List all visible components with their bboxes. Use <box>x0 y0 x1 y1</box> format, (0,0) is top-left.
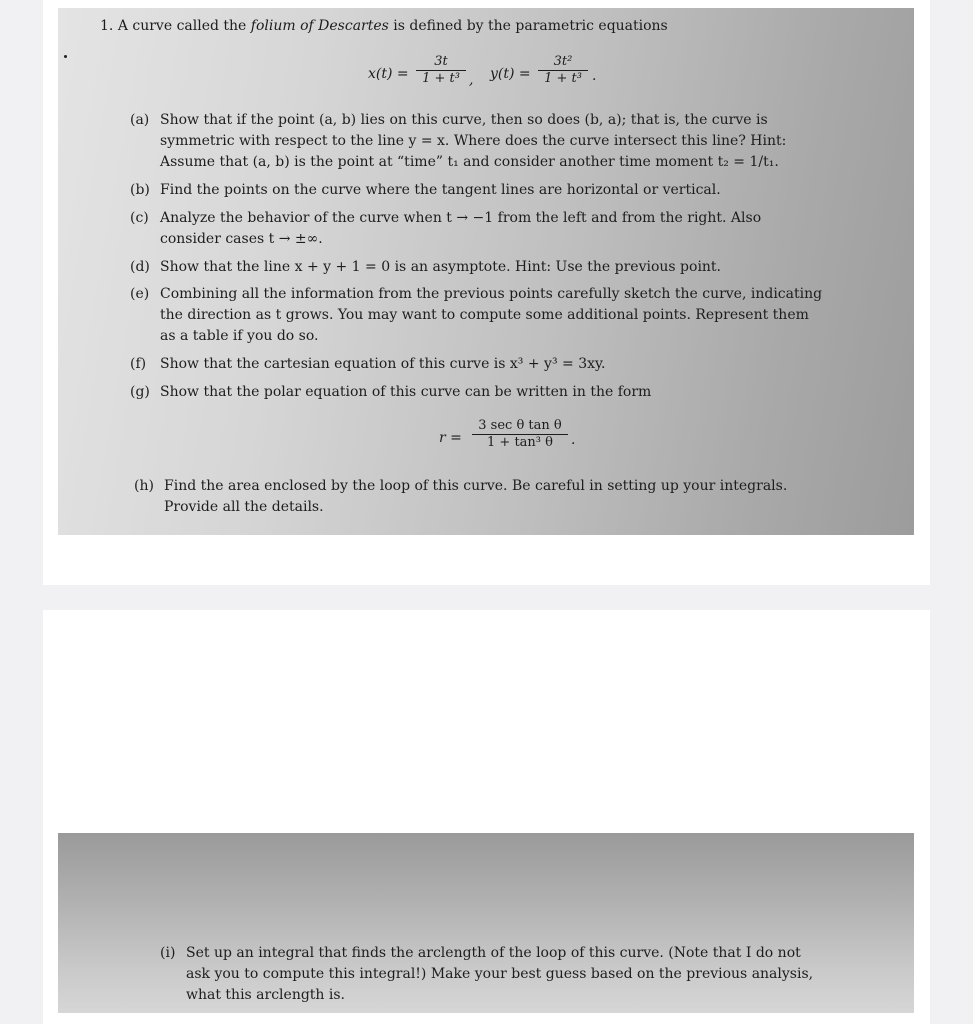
part-g-label: (g) <box>130 384 150 400</box>
part-c-label: (c) <box>130 210 149 226</box>
x-numerator: 3t <box>434 54 448 69</box>
problem-intro <box>100 16 668 37</box>
part-a-label: (a) <box>130 112 150 128</box>
intro-text-before: A curve called the <box>117 18 247 34</box>
part-h-line-1: Find the area enclosed by the loop of this curve. Be careful in setting up your integrals. <box>164 478 788 494</box>
polar-numerator: 3 sec θ tan θ <box>478 418 562 433</box>
problem-photo-top <box>58 8 914 535</box>
problem-photo-bottom <box>58 833 914 1013</box>
part-h-line-2: Provide all the details. <box>164 499 324 515</box>
equation-separator: , <box>469 72 474 88</box>
x-lhs: x(t) = <box>368 66 409 82</box>
part-d-line-1: Show that the line x + y + 1 = 0 is an asymptote. Hint: Use the previous point. <box>160 259 722 275</box>
part-e-line-3: as a table if you do so. <box>160 328 319 344</box>
part-a-line-2: symmetric with respect to the line y = x. Where does the curve intersect this line? Hint: <box>160 133 787 149</box>
y-denominator: 1 + t³ <box>544 71 582 86</box>
y-lhs: y(t) = <box>490 66 531 82</box>
polar-lhs: r = <box>439 430 462 446</box>
part-i-line-1: Set up an integral that finds the arclength of the loop of this curve. (Note that I do not <box>186 945 801 961</box>
intro-text-after: is defined by the parametric equations <box>393 18 668 34</box>
part-b-line-1: Find the points on the curve where the tangent lines are horizontal or vertical. <box>160 182 721 198</box>
part-b-label: (b) <box>130 182 150 198</box>
polar-fraction <box>472 418 568 451</box>
part-f-line-1: Show that the cartesian equation of this curve is x³ + y³ = 3xy. <box>160 356 606 372</box>
part-a-line-1: Show that if the point (a, b) lies on this curve, then so does (b, a); that is, the curve is <box>160 112 768 128</box>
part-d-label: (d) <box>130 259 150 275</box>
part-e-label: (e) <box>130 286 150 302</box>
part-e-line-1: Combining all the information from the previous points carefully sketch the curve, indicating <box>160 286 823 302</box>
equation-end: . <box>592 68 597 84</box>
y-numerator: 3t² <box>553 54 573 69</box>
part-a-line-3: Assume that (a, b) is the point at “time” t₁ and consider another time moment t₂ = 1/t₁. <box>160 154 779 170</box>
y-fraction <box>538 54 588 87</box>
part-c-line-2: consider cases t → ±∞. <box>160 231 323 247</box>
part-e-line-2: the direction as t grows. You may want to compute some additional points. Represent them <box>160 307 809 323</box>
x-fraction <box>416 54 466 87</box>
part-c-line-1: Analyze the behavior of the curve when t → −1 from the left and from the right. Also <box>160 210 762 226</box>
part-i-line-2: ask you to compute this integral!) Make your best guess based on the previous analysis, <box>186 966 814 982</box>
part-g-line-1: Show that the polar equation of this curve can be written in the form <box>160 384 652 400</box>
intro-term: folium of Descartes <box>250 18 389 34</box>
part-h-label: (h) <box>134 478 154 494</box>
margin-dot <box>64 55 67 58</box>
part-i-line-3: what this arclength is. <box>186 987 346 1003</box>
problem-number: 1. <box>100 18 114 34</box>
part-i-label: (i) <box>160 945 176 961</box>
polar-denominator: 1 + tan³ θ <box>487 435 553 450</box>
part-f-label: (f) <box>130 356 147 372</box>
x-denominator: 1 + t³ <box>422 71 460 86</box>
polar-end: . <box>571 432 576 448</box>
